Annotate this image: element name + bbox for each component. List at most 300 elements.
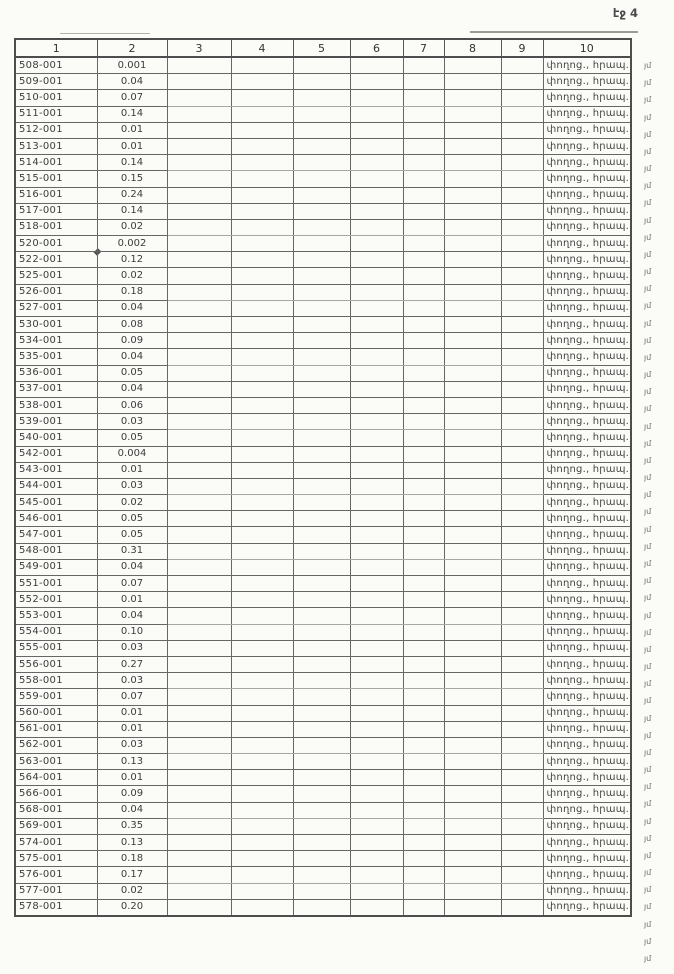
cell-area-value: 0.01: [97, 705, 167, 721]
cell-empty: [403, 446, 444, 462]
cell-empty: [501, 284, 543, 300]
cell-empty: [167, 446, 231, 462]
cell-empty: [167, 899, 231, 916]
cell-empty: [167, 138, 231, 154]
cell-land-use-note: փողոց., հրապ.: [543, 559, 631, 575]
margin-mark: յմ: [644, 833, 652, 843]
cell-empty: [444, 802, 501, 818]
cell-empty: [403, 57, 444, 74]
cell-empty: [167, 656, 231, 672]
cell-empty: [444, 867, 501, 883]
cell-area-value: 0.04: [97, 608, 167, 624]
cell-empty: [501, 74, 543, 90]
margin-mark: յմ: [644, 576, 652, 586]
cell-empty: [231, 478, 293, 494]
cell-land-use-note: փողոց., հրապ.: [543, 462, 631, 478]
table-row: [15, 349, 631, 365]
cell-empty: [293, 640, 350, 656]
margin-mark: յմ: [644, 490, 652, 500]
cell-empty: [403, 640, 444, 656]
cell-area-value: 0.01: [97, 721, 167, 737]
cell-empty: [501, 138, 543, 154]
cell-empty: [501, 899, 543, 916]
table-row: [15, 122, 631, 138]
cell-empty: [293, 835, 350, 851]
cell-empty: [501, 802, 543, 818]
table-row: [15, 381, 631, 397]
cell-parcel-code: 549-001: [15, 559, 97, 575]
cell-empty: [167, 430, 231, 446]
margin-mark: յմ: [644, 129, 652, 139]
cell-empty: [350, 171, 403, 187]
cell-empty: [501, 155, 543, 171]
margin-mark: յմ: [644, 524, 652, 534]
table-row: [15, 656, 631, 672]
cell-empty: [350, 187, 403, 203]
cell-empty: [444, 705, 501, 721]
cell-empty: [293, 300, 350, 316]
table-row: [15, 171, 631, 187]
margin-mark: յմ: [644, 885, 652, 895]
cell-parcel-code: 578-001: [15, 899, 97, 916]
cell-parcel-code: 564-001: [15, 770, 97, 786]
cell-empty: [293, 478, 350, 494]
table-row: [15, 74, 631, 90]
cell-empty: [350, 543, 403, 559]
cell-empty: [501, 414, 543, 430]
cell-empty: [444, 851, 501, 867]
cell-parcel-code: 576-001: [15, 867, 97, 883]
cell-empty: [231, 252, 293, 268]
cell-empty: [403, 818, 444, 834]
cell-empty: [444, 478, 501, 494]
cell-empty: [501, 754, 543, 770]
cell-empty: [403, 883, 444, 899]
cell-empty: [293, 705, 350, 721]
cell-land-use-note: փողոց., հրապ.: [543, 495, 631, 511]
cell-empty: [231, 300, 293, 316]
header-row: [15, 39, 631, 57]
cell-empty: [350, 673, 403, 689]
cell-empty: [167, 543, 231, 559]
cell-empty: [501, 592, 543, 608]
cell-area-value: 0.04: [97, 559, 167, 575]
cell-parcel-code: 558-001: [15, 673, 97, 689]
cell-empty: [403, 754, 444, 770]
cell-empty: [350, 317, 403, 333]
cell-land-use-note: փողոց., հրապ.: [543, 365, 631, 381]
cell-area-value: 0.002: [97, 236, 167, 252]
cell-empty: [167, 802, 231, 818]
cell-land-use-note: փողոց., հրապ.: [543, 187, 631, 203]
column-header-1: 1: [15, 39, 97, 57]
cell-empty: [403, 171, 444, 187]
cell-empty: [231, 171, 293, 187]
cell-empty: [501, 511, 543, 527]
cell-parcel-code: 568-001: [15, 802, 97, 818]
cell-empty: [231, 786, 293, 802]
table-row: [15, 608, 631, 624]
cell-empty: [403, 867, 444, 883]
cell-area-value: 0.14: [97, 106, 167, 122]
table-row: [15, 899, 631, 916]
cell-empty: [403, 737, 444, 753]
cell-empty: [293, 155, 350, 171]
cell-empty: [293, 268, 350, 284]
cell-empty: [293, 381, 350, 397]
cell-empty: [293, 317, 350, 333]
margin-mark: յմ: [644, 936, 652, 946]
cell-empty: [231, 527, 293, 543]
cell-empty: [167, 74, 231, 90]
cell-empty: [403, 511, 444, 527]
cell-empty: [403, 624, 444, 640]
cell-empty: [167, 689, 231, 705]
cell-empty: [444, 786, 501, 802]
cell-area-value: 0.20: [97, 899, 167, 916]
cell-empty: [350, 414, 403, 430]
cell-empty: [350, 122, 403, 138]
cell-empty: [293, 592, 350, 608]
cell-land-use-note: փողոց., հրապ.: [543, 219, 631, 235]
cell-empty: [501, 656, 543, 672]
margin-mark: յմ: [644, 713, 652, 723]
cell-empty: [501, 397, 543, 413]
cell-empty: [167, 624, 231, 640]
cell-empty: [350, 559, 403, 575]
cell-empty: [403, 300, 444, 316]
cell-empty: [350, 721, 403, 737]
cell-empty: [167, 90, 231, 106]
cell-empty: [350, 268, 403, 284]
cell-empty: [350, 656, 403, 672]
margin-mark: յմ: [644, 593, 652, 603]
cell-area-value: 0.09: [97, 333, 167, 349]
cell-empty: [293, 818, 350, 834]
cell-parcel-code: 552-001: [15, 592, 97, 608]
cell-empty: [444, 592, 501, 608]
column-header-10: 10: [543, 39, 631, 57]
cell-empty: [167, 705, 231, 721]
cell-land-use-note: փողոց., հրապ.: [543, 624, 631, 640]
cell-empty: [444, 414, 501, 430]
cell-empty: [350, 462, 403, 478]
cell-area-value: 0.04: [97, 74, 167, 90]
cell-empty: [501, 219, 543, 235]
cell-empty: [501, 381, 543, 397]
cell-empty: [231, 430, 293, 446]
cell-area-value: 0.03: [97, 478, 167, 494]
cell-empty: [501, 495, 543, 511]
cell-empty: [231, 495, 293, 511]
table-row: [15, 835, 631, 851]
cell-land-use-note: փողոց., հրապ.: [543, 673, 631, 689]
cell-land-use-note: փողոց., հրապ.: [543, 446, 631, 462]
cell-empty: [350, 57, 403, 74]
margin-mark: յմ: [644, 747, 652, 757]
table-row: [15, 770, 631, 786]
margin-mark: յմ: [644, 284, 652, 294]
cell-empty: [403, 543, 444, 559]
cell-empty: [231, 624, 293, 640]
cell-empty: [501, 673, 543, 689]
cell-area-value: 0.04: [97, 802, 167, 818]
cell-empty: [231, 462, 293, 478]
cell-empty: [231, 74, 293, 90]
cell-area-value: 0.03: [97, 414, 167, 430]
cell-empty: [231, 106, 293, 122]
cell-empty: [293, 236, 350, 252]
cell-empty: [231, 673, 293, 689]
cell-empty: [444, 737, 501, 753]
cell-empty: [350, 802, 403, 818]
cell-area-value: 0.14: [97, 155, 167, 171]
cell-empty: [350, 883, 403, 899]
cell-empty: [403, 656, 444, 672]
cell-empty: [350, 867, 403, 883]
cell-empty: [444, 74, 501, 90]
cell-empty: [167, 673, 231, 689]
margin-mark: յմ: [644, 799, 652, 809]
cell-empty: [231, 835, 293, 851]
cell-empty: [350, 689, 403, 705]
cell-empty: [231, 721, 293, 737]
margin-mark: յմ: [644, 558, 652, 568]
cell-empty: [231, 511, 293, 527]
table-row: [15, 446, 631, 462]
cell-parcel-code: 544-001: [15, 478, 97, 494]
cell-area-value: 0.35: [97, 818, 167, 834]
table-row: [15, 495, 631, 511]
cell-empty: [231, 543, 293, 559]
margin-mark: յմ: [644, 164, 652, 174]
cell-empty: [167, 171, 231, 187]
cell-empty: [403, 478, 444, 494]
cell-area-value: 0.12: [97, 252, 167, 268]
table-row: [15, 236, 631, 252]
cell-area-value: 0.01: [97, 122, 167, 138]
cell-parcel-code: 540-001: [15, 430, 97, 446]
cell-land-use-note: փողոց., հրապ.: [543, 478, 631, 494]
table-row: [15, 576, 631, 592]
cell-empty: [293, 90, 350, 106]
cell-empty: [350, 818, 403, 834]
cell-empty: [167, 219, 231, 235]
cell-parcel-code: 530-001: [15, 317, 97, 333]
cell-area-value: 0.05: [97, 430, 167, 446]
margin-mark: յմ: [644, 679, 652, 689]
cell-empty: [444, 527, 501, 543]
cell-empty: [403, 155, 444, 171]
cell-land-use-note: փողոց., հրապ.: [543, 106, 631, 122]
cell-land-use-note: փողոց., հրապ.: [543, 203, 631, 219]
cell-parcel-code: 518-001: [15, 219, 97, 235]
cell-empty: [501, 317, 543, 333]
margin-mark: յմ: [644, 919, 652, 929]
table-row: [15, 851, 631, 867]
cell-empty: [231, 883, 293, 899]
cell-parcel-code: 537-001: [15, 381, 97, 397]
cell-empty: [167, 608, 231, 624]
cell-empty: [231, 187, 293, 203]
cell-parcel-code: 554-001: [15, 624, 97, 640]
cell-empty: [167, 236, 231, 252]
cell-empty: [350, 527, 403, 543]
cell-empty: [350, 365, 403, 381]
margin-mark: յմ: [644, 696, 652, 706]
cell-empty: [293, 543, 350, 559]
cell-empty: [444, 365, 501, 381]
cell-empty: [167, 883, 231, 899]
cell-parcel-code: 561-001: [15, 721, 97, 737]
cell-empty: [403, 284, 444, 300]
cell-empty: [403, 203, 444, 219]
margin-mark: յմ: [644, 335, 652, 345]
cell-empty: [167, 317, 231, 333]
cell-land-use-note: փողոց., հրապ.: [543, 899, 631, 916]
cell-empty: [501, 300, 543, 316]
column-header-9: 9: [501, 39, 543, 57]
cell-empty: [444, 300, 501, 316]
cell-empty: [444, 754, 501, 770]
cell-empty: [403, 252, 444, 268]
cell-parcel-code: 513-001: [15, 138, 97, 154]
table-row: [15, 333, 631, 349]
margin-mark: յմ: [644, 953, 652, 963]
cell-empty: [231, 333, 293, 349]
cell-parcel-code: 566-001: [15, 786, 97, 802]
cell-empty: [444, 835, 501, 851]
margin-mark: յմ: [644, 352, 652, 362]
cell-area-value: 0.03: [97, 673, 167, 689]
margin-mark: յմ: [644, 421, 652, 431]
cell-parcel-code: 560-001: [15, 705, 97, 721]
cell-empty: [403, 592, 444, 608]
cell-empty: [167, 592, 231, 608]
cell-empty: [501, 624, 543, 640]
cell-empty: [501, 187, 543, 203]
cell-empty: [167, 106, 231, 122]
cell-empty: [403, 317, 444, 333]
table-row: [15, 543, 631, 559]
cell-empty: [231, 689, 293, 705]
cell-empty: [231, 219, 293, 235]
cell-parcel-code: 534-001: [15, 333, 97, 349]
cell-empty: [501, 608, 543, 624]
cell-empty: [293, 122, 350, 138]
table-row: [15, 203, 631, 219]
table-row: [15, 252, 631, 268]
table-row: [15, 689, 631, 705]
cell-empty: [501, 252, 543, 268]
cell-area-value: 0.06: [97, 397, 167, 413]
table-row: [15, 818, 631, 834]
cell-empty: [293, 414, 350, 430]
cell-empty: [167, 57, 231, 74]
cell-empty: [167, 786, 231, 802]
cell-empty: [350, 495, 403, 511]
cell-land-use-note: փողոց., հրապ.: [543, 284, 631, 300]
cell-parcel-code: 509-001: [15, 74, 97, 90]
cell-empty: [293, 203, 350, 219]
cell-empty: [501, 462, 543, 478]
table-row: [15, 430, 631, 446]
cell-land-use-note: փողոց., հրապ.: [543, 268, 631, 284]
cell-area-value: 0.03: [97, 737, 167, 753]
margin-mark: յմ: [644, 850, 652, 860]
cell-land-use-note: փողոց., հրապ.: [543, 883, 631, 899]
cell-parcel-code: 577-001: [15, 883, 97, 899]
cell-empty: [403, 608, 444, 624]
cell-empty: [444, 721, 501, 737]
cell-empty: [403, 365, 444, 381]
table-row: [15, 511, 631, 527]
cell-empty: [350, 835, 403, 851]
cell-empty: [167, 851, 231, 867]
cell-land-use-note: փողոց., հրապ.: [543, 171, 631, 187]
cell-area-value: 0.13: [97, 835, 167, 851]
cell-parcel-code: 542-001: [15, 446, 97, 462]
cell-empty: [403, 236, 444, 252]
margin-mark: յմ: [644, 438, 652, 448]
cell-empty: [293, 430, 350, 446]
cell-empty: [444, 462, 501, 478]
cell-empty: [293, 397, 350, 413]
table-row: [15, 883, 631, 899]
cell-empty: [501, 737, 543, 753]
cell-empty: [350, 381, 403, 397]
cell-empty: [293, 106, 350, 122]
cell-empty: [293, 219, 350, 235]
cell-area-value: 0.10: [97, 624, 167, 640]
cell-empty: [293, 624, 350, 640]
cell-empty: [444, 446, 501, 462]
cell-empty: [444, 899, 501, 916]
cell-empty: [444, 397, 501, 413]
cell-empty: [231, 446, 293, 462]
cell-empty: [231, 365, 293, 381]
cell-area-value: 0.05: [97, 527, 167, 543]
cell-empty: [501, 689, 543, 705]
cell-empty: [167, 770, 231, 786]
margin-mark: յմ: [644, 730, 652, 740]
cell-empty: [167, 122, 231, 138]
margin-marks-column: [638, 57, 670, 967]
cell-empty: [350, 155, 403, 171]
cell-empty: [501, 478, 543, 494]
cell-empty: [350, 608, 403, 624]
cell-parcel-code: 514-001: [15, 155, 97, 171]
cell-empty: [350, 851, 403, 867]
cell-empty: [167, 818, 231, 834]
cell-empty: [403, 559, 444, 575]
cell-empty: [293, 786, 350, 802]
cell-empty: [403, 835, 444, 851]
cell-empty: [167, 284, 231, 300]
cell-empty: [350, 203, 403, 219]
cell-empty: [501, 835, 543, 851]
cell-area-value: 0.18: [97, 284, 167, 300]
cell-land-use-note: փողոց., հրապ.: [543, 349, 631, 365]
cell-empty: [231, 155, 293, 171]
cell-land-use-note: փողոց., հրապ.: [543, 608, 631, 624]
table-row: [15, 737, 631, 753]
cell-empty: [293, 462, 350, 478]
cell-empty: [293, 349, 350, 365]
cell-empty: [167, 397, 231, 413]
cell-empty: [444, 106, 501, 122]
cell-land-use-note: փողոց., հրապ.: [543, 770, 631, 786]
